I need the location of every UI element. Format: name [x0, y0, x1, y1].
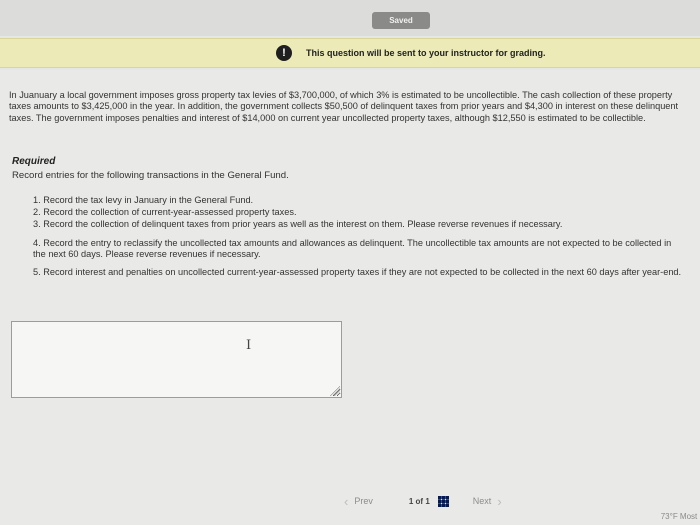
of-label: of	[415, 496, 424, 506]
resize-handle-icon[interactable]	[330, 386, 340, 396]
grading-notice-banner	[0, 38, 700, 68]
current-page: 1	[408, 496, 414, 506]
required-heading: Required	[12, 156, 56, 167]
total-pages: 1	[425, 496, 430, 506]
top-bar	[0, 0, 700, 36]
weather-widget: 73°F Most	[660, 511, 698, 521]
question-pager	[344, 490, 502, 512]
saved-status-badge: Saved	[372, 12, 430, 29]
prev-button[interactable]: Prev	[354, 496, 373, 506]
task-item: 4. Record the entry to reclassify the uncollected tax amounts and allowances as delinquent. The uncollectible tax amounts are not expected to be collected in the next 60 days. Please reverse revenues if necessary.	[33, 237, 672, 259]
alert-icon: !	[276, 45, 292, 61]
chevron-left-icon[interactable]: ‹	[344, 493, 349, 509]
task-list	[33, 195, 683, 279]
required-instructions: Record entries for the following transactions in the General Fund.	[12, 170, 289, 181]
text-cursor-icon: I	[246, 338, 252, 353]
grading-notice-text: This question will be sent to your instructor for grading.	[306, 48, 546, 58]
problem-statement: In Juanuary a local government imposes gross property tax levies of $3,700,000, of which 3% is estimated to be uncollectible. The cash collection of these property taxes amounts to $3,425,000 in the year. In addition, the government collects $50,500 of delinquent taxes from prior years and $4,300 in interest on these delinquent taxes. The government imposes penalties and interest of $14,000 on current year uncollected property taxes, although $12,550 is estimated to be collectible.	[9, 90, 679, 123]
chevron-right-icon[interactable]: ›	[497, 493, 502, 509]
answer-textarea[interactable]	[11, 321, 342, 398]
page-indicator	[409, 497, 430, 506]
task-item: 2. Record the collection of current-year-assessed property taxes.	[33, 207, 297, 218]
task-item: 1. Record the tax levy in January in the General Fund.	[33, 195, 254, 205]
task-item: 5. Record interest and penalties on uncollected current-year-assessed property taxes if they are not expected to be collected in the next 60 days after year-end.	[33, 267, 682, 278]
grid-icon[interactable]	[438, 496, 449, 507]
next-button[interactable]: Next	[472, 496, 492, 506]
question-content	[0, 70, 700, 525]
task-item: 3. Record the collection of delinquent taxes from prior years as well as the interest on them. Please reverse revenues if necessary.	[33, 219, 563, 230]
